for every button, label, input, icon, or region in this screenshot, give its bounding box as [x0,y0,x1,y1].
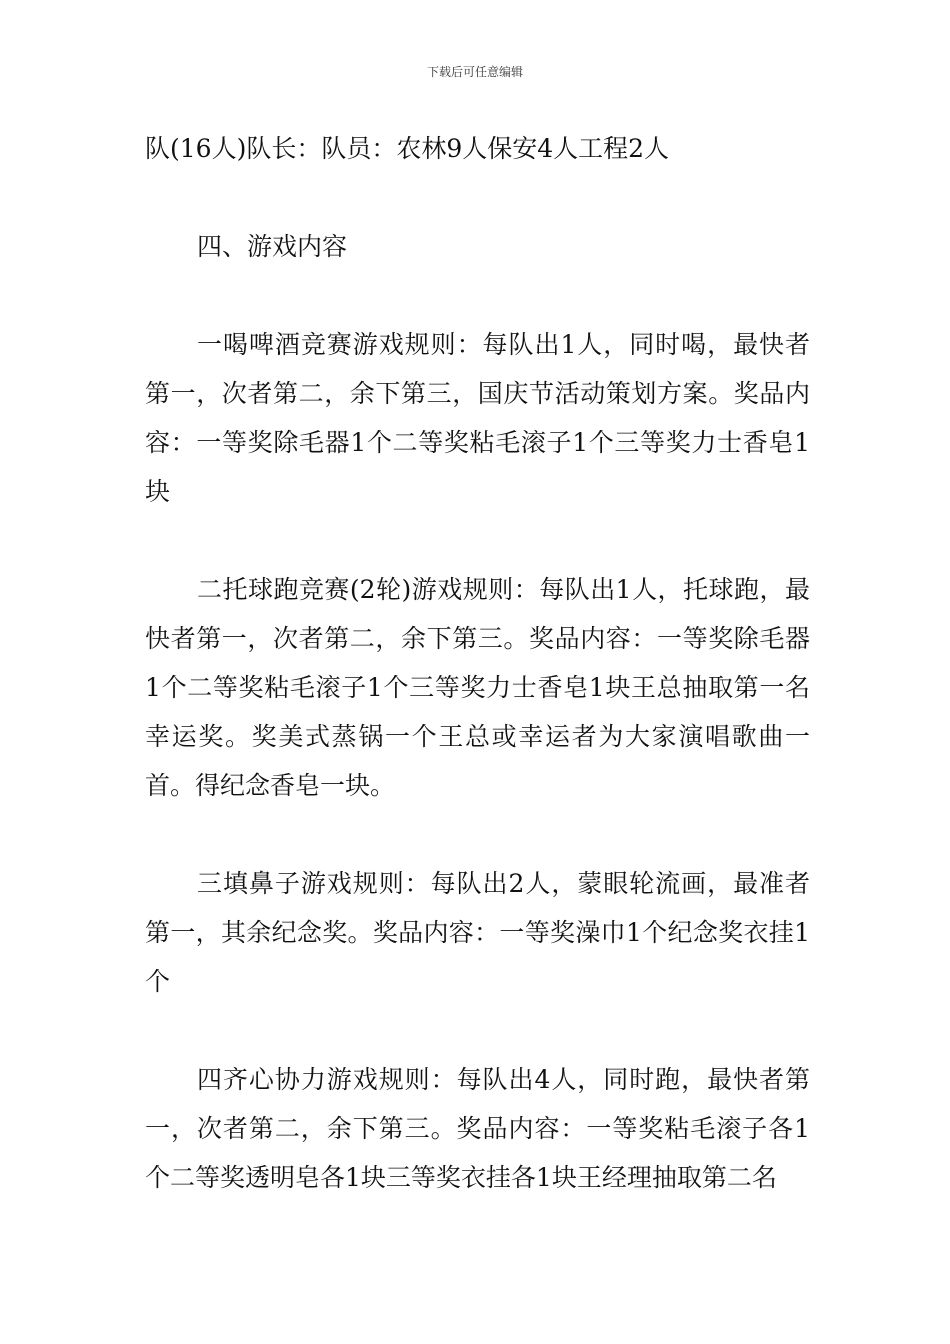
paragraph-spacer [145,1006,810,1055]
paragraph-game-ball-run: 二托球跑竞赛(2轮)游戏规则：每队出1人，托球跑，最快者第一，次者第二，余下第三。奖品内容：一等奖除毛器1个二等奖粘毛滚子1个三等奖力士香皂1块王总抽取第一名幸运奖。奖美式蒸锅一个王总或幸运者为大家演唱歌曲一首。得纪念香皂一块。 [145,575,810,800]
paragraph-game-nose: 三填鼻子游戏规则：每队出2人，蒙眼轮流画，最准者第一，其余纪念奖。奖品内容：一等奖澡巾1个纪念奖衣挂1个 [145,869,810,996]
document-body [145,124,810,1202]
paragraph-game-teamwork: 四齐心协力游戏规则：每队出4人，同时跑，最快者第一，次者第二，余下第三。奖品内容：一等奖粘毛滚子各1个二等奖透明皂各1块三等奖衣挂各1块王经理抽取第二名 [145,1065,810,1192]
section-heading-game-content: 四、游戏内容 [197,232,348,261]
page-header-note: 下载后可任意编辑 [426,65,523,79]
paragraph-spacer [145,810,810,859]
paragraph-game-beer: 一喝啤酒竞赛游戏规则：每队出1人，同时喝，最快者第一，次者第二，余下第三，国庆节活动策划方案。奖品内容：一等奖除毛器1个二等奖粘毛滚子1个三等奖力士香皂1块 [145,330,810,506]
paragraph-spacer [145,271,810,320]
paragraph-spacer [145,173,810,222]
paragraph-team-members: 队(16人)队长：队员：农林9人保安4人工程2人 [145,134,670,163]
paragraph-spacer [145,516,810,565]
